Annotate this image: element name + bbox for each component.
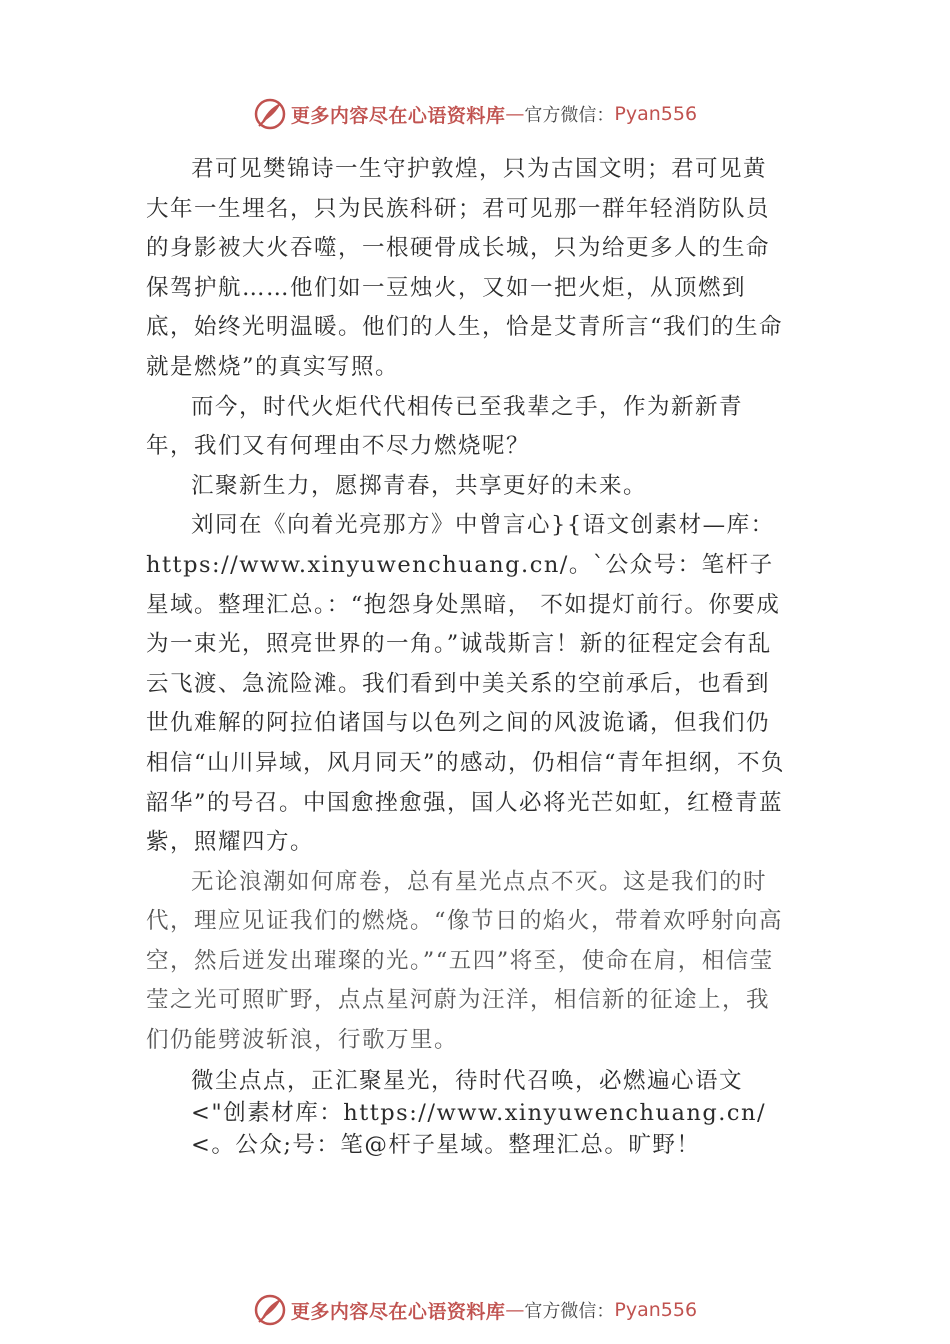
header-watermark-banner (0, 94, 950, 134)
paragraph-3: 汇聚新生力，愿掷青春，共享更好的未来。 (191, 472, 648, 499)
quill-logo-icon (253, 97, 287, 131)
banner-wechat-id: Pyan556 (614, 103, 698, 125)
banner-wechat-label: 官方微信： (524, 105, 615, 126)
banner-wechat-id: Pyan556 (614, 1299, 698, 1321)
banner-main-text: 更多内容尽在心语资料库 (290, 104, 506, 127)
banner-dash: — (505, 103, 525, 125)
quill-logo-icon (253, 1293, 287, 1327)
paragraph-2: 而今，时代火炬代代相传已至我辈之手，作为新新青年，我们又有何理由不尽力燃烧呢？ (146, 393, 744, 460)
paragraph-1: 君可见樊锦诗一生守护敦煌，只为古国文明；君可见黄大年一生埋名，只为民族科研；君可见那一群年轻消防队员的身影被大火吞噬，一根硬骨成长城，只为给更多人的生命保驾护航……他们如一豆烛火，又如一把火炬，从顶燃到底，始终光明温暖。他们的人生，恰是艾青所言“我们的生命就是燃烧”的真实写照。 (146, 156, 784, 380)
document-body (146, 150, 790, 1161)
banner-dash: — (505, 1299, 525, 1321)
banner-main-text: 更多内容尽在心语资料库 (290, 1300, 506, 1323)
banner-wechat-label: 官方微信： (524, 1301, 615, 1322)
paragraph-4: 刘同在《向着光亮那方》中曾言心}{语文创素材—库：https://www.xinyuwenchuang.cn/。`公众号：笔杆子星域。整理汇总。：“抱怨身处黑暗， 不如提灯前行。你要成为一束光，照亮世界的一角。”诚哉斯言！新的征程定会有乱云飞渡、急流险滩。我们看到中美关系的空前承后，也看到世仇难解的阿拉伯诸国与以色列之间的风波诡谲，但我们仍相信“山川异域，风月同天”的感动，仍相信“青年担纲，不负韶华”的号召。中国愈挫愈强，国人必将光芒如虹，红橙青蓝紫，照耀四方。 (146, 512, 786, 856)
paragraph-6: 微尘点点，正汇聚星光，待时代召唤，必燃遍心语文<"创素材库：https://www.xinyuwenchuang.cn/<。公众;号：笔@杆子星域。整理汇总。旷野！ (191, 1067, 767, 1158)
paragraph-5: 无论浪潮如何席卷，总有星光点点不灭。这是我们的时代，理应见证我们的燃烧。“像节日的焰火，带着欢呼射向高空，然后迸发出璀璨的光。”“五四”将至，使命在肩，相信莹莹之光可照旷野，点点星河蔚为汪洋，相信新的征途上，我们仍能劈波斩浪，行歌万里。 (146, 868, 784, 1054)
footer-watermark-banner (0, 1290, 950, 1330)
